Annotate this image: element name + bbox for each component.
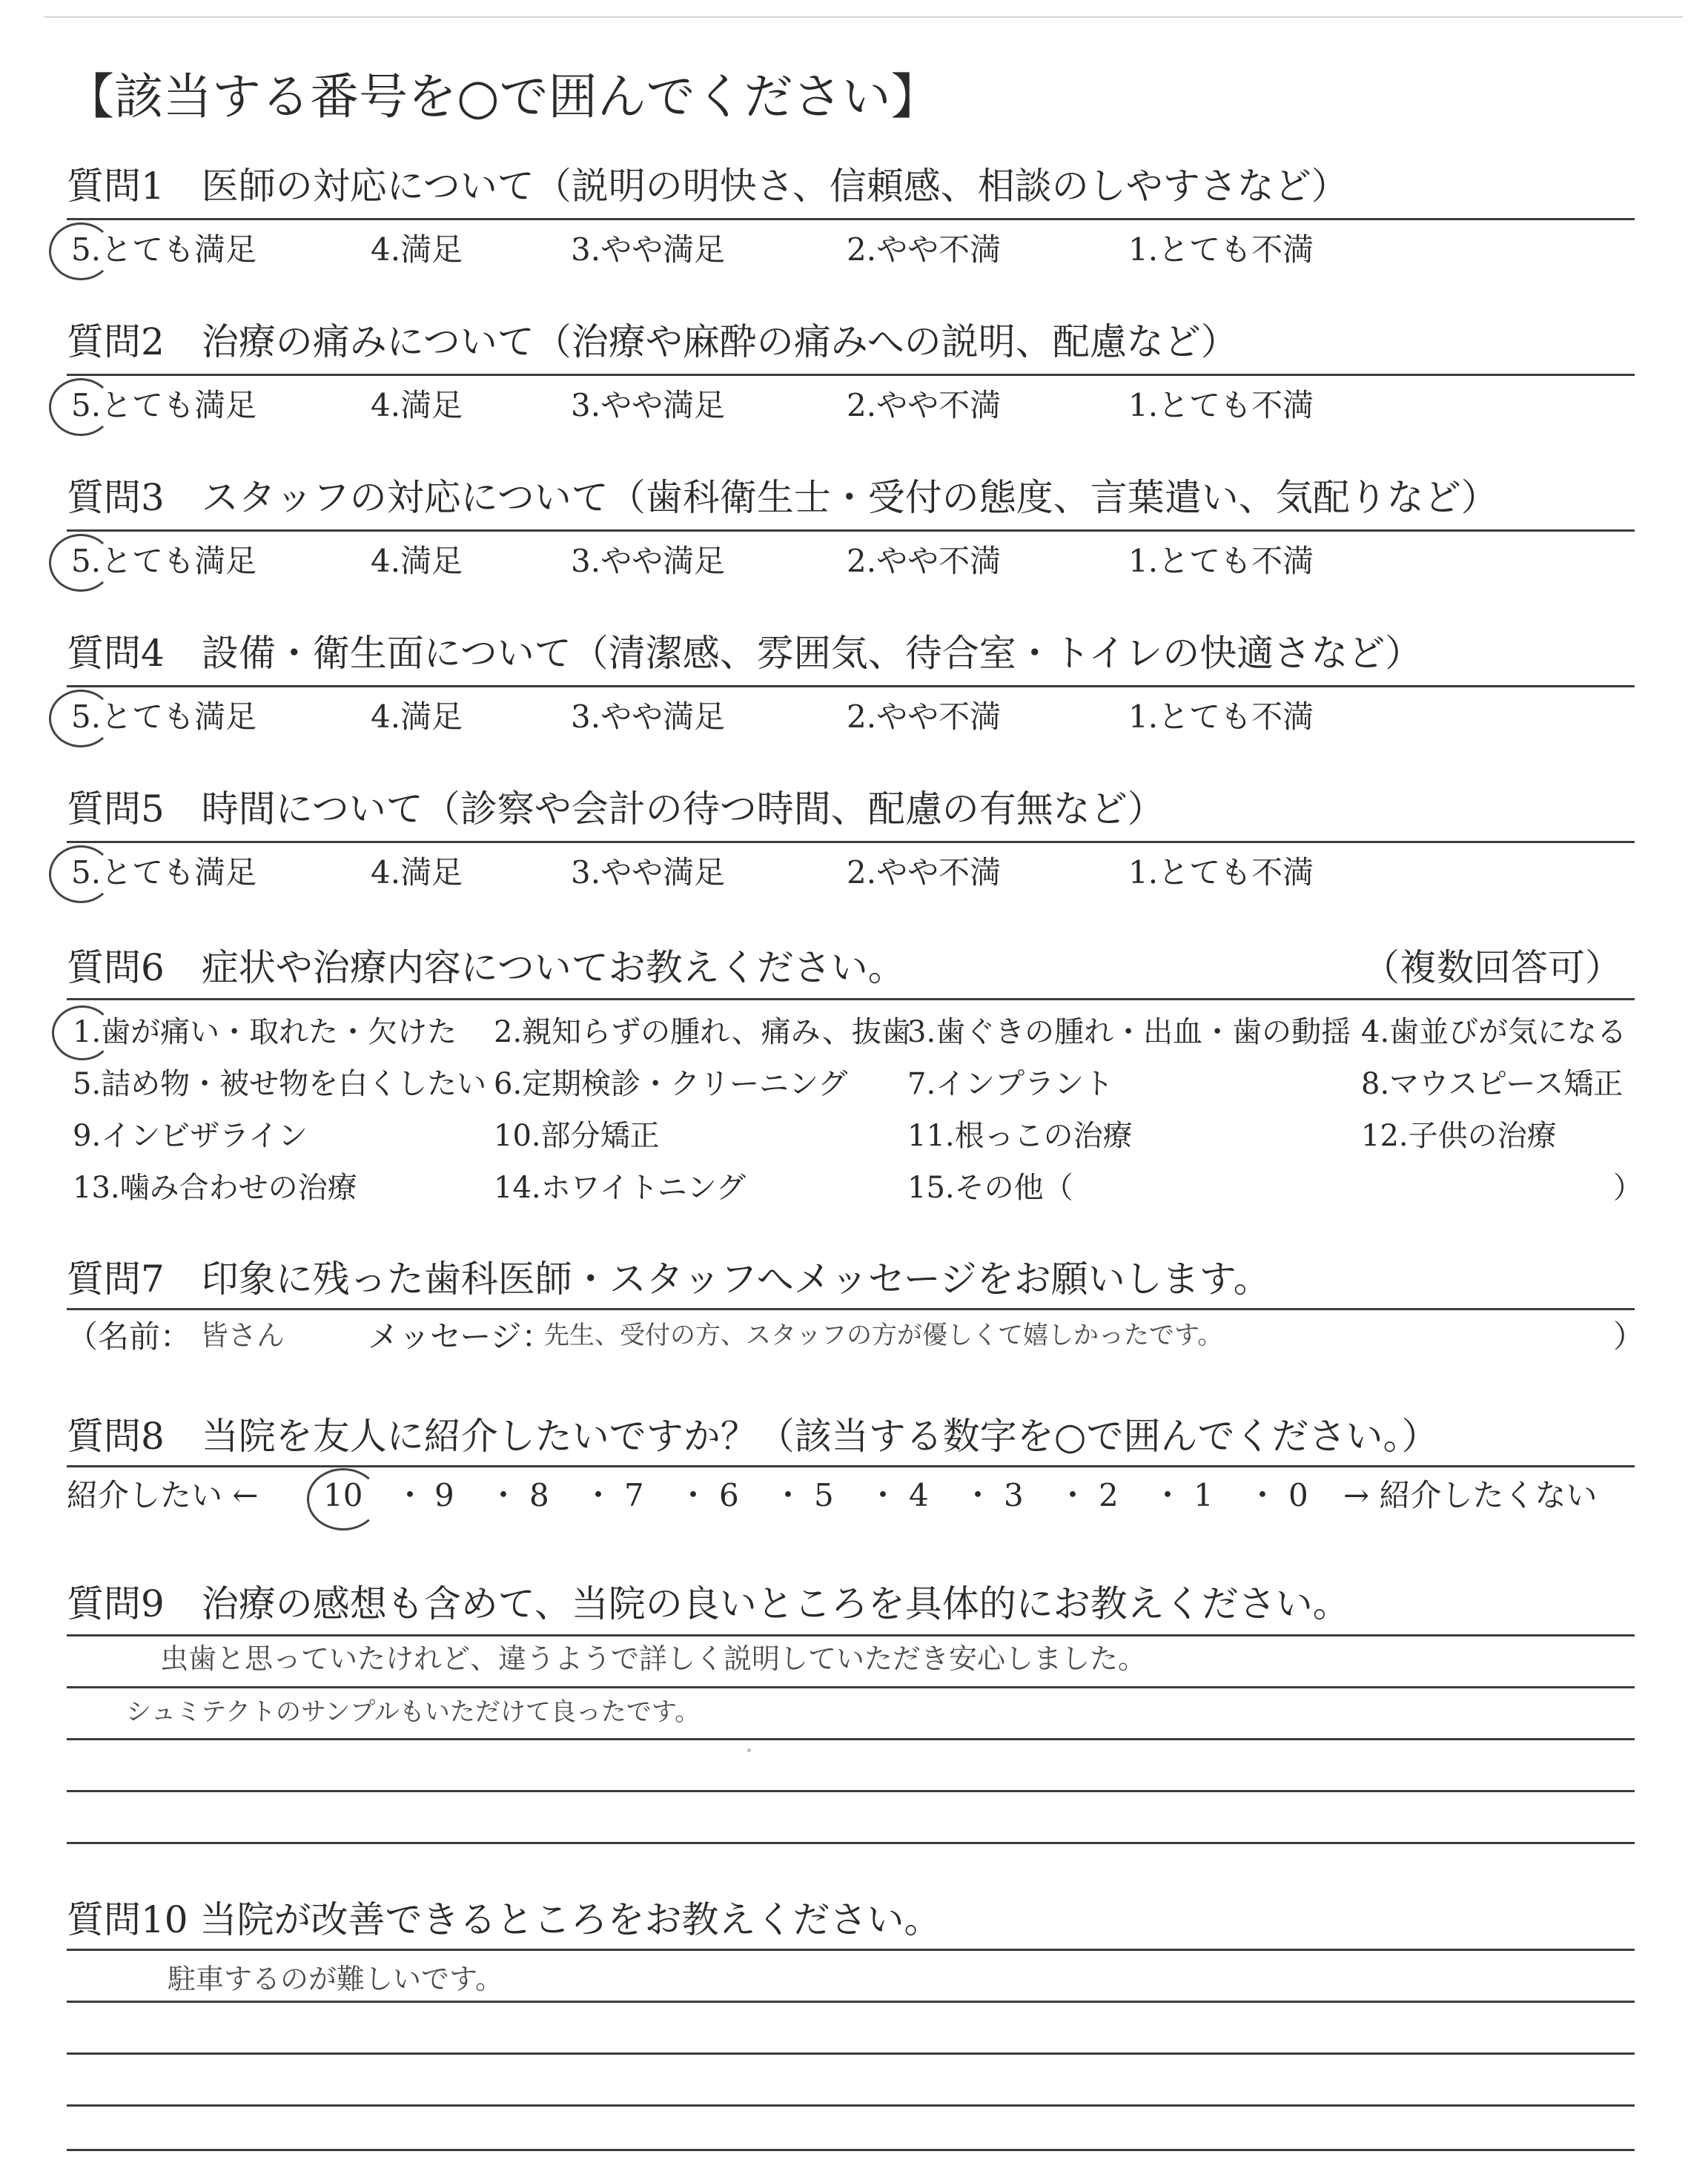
question-2: 質問2 治療の痛みについて（治療や麻酔の痛みへの説明、配慮など）: [67, 320, 1238, 363]
q7-message-value[interactable]: 先生、受付の方、スタッフの方が優しくて嬉しかったです。: [544, 1321, 1223, 1350]
q1-option-4[interactable]: 4.満足: [371, 231, 463, 268]
q8-separator: ・: [867, 1477, 899, 1513]
question-5: 質問5 時間について（診察や会計の待つ時間、配慮の有無など）: [67, 787, 1165, 830]
q4-option-4[interactable]: 4.満足: [371, 698, 463, 735]
symptom-5[interactable]: 5.詰め物・被せ物を白くしたい: [73, 1067, 487, 1101]
q8-separator: ・: [678, 1477, 709, 1513]
symptom-7[interactable]: 7.インプラント: [907, 1067, 1114, 1101]
symptom-1[interactable]: 1.歯が痛い・取れた・欠けた: [73, 1015, 457, 1049]
q2-option-5[interactable]: 5.とても満足: [71, 387, 257, 423]
q10-answer-line-2: [67, 2001, 1635, 2003]
question-3-rule: [67, 529, 1635, 532]
q9-answer-line-5: [67, 1842, 1635, 1844]
q4-option-2[interactable]: 2.やや不満: [847, 698, 1002, 735]
q2-option-3[interactable]: 3.やや満足: [571, 387, 726, 423]
q8-right-label: → 紹介したくない: [1343, 1477, 1598, 1513]
question-1: 質問1 医師の対応について（説明の明快さ、信頼感、相談のしやすさなど）: [67, 165, 1348, 208]
q3-option-1[interactable]: 1.とても不満: [1128, 543, 1314, 579]
question-7-rule: [67, 1308, 1635, 1310]
q10-answer-line-4: [67, 2104, 1635, 2107]
symptom-15-close: ）: [1613, 1171, 1643, 1205]
q5-option-4[interactable]: 4.満足: [371, 854, 463, 891]
q8-separator: ・: [583, 1477, 615, 1513]
symptom-9[interactable]: 9.インビザライン: [73, 1119, 308, 1153]
q8-separator: ・: [488, 1477, 520, 1513]
q8-separator: ・: [772, 1477, 804, 1513]
q8-separator: ・: [1057, 1477, 1089, 1513]
symptom-8[interactable]: 8.マウスピース矯正: [1361, 1067, 1623, 1101]
question-3: 質問3 スタッフの対応について（歯科衛生士・受付の態度、言葉遣い、気配りなど）: [67, 476, 1498, 519]
q8-score-8[interactable]: 8: [529, 1477, 549, 1513]
question-7: 質問7 印象に残った歯科医師・スタッフへメッセージをお願いします。: [67, 1258, 1271, 1301]
symptom-11[interactable]: 11.根っこの治療: [907, 1119, 1133, 1153]
q8-score-4[interactable]: 4: [909, 1477, 929, 1513]
symptom-13[interactable]: 13.噛み合わせの治療: [73, 1171, 357, 1205]
q7-name-label: （名前：: [67, 1318, 192, 1355]
q8-score-6[interactable]: 6: [719, 1477, 739, 1513]
q8-separator: ・: [1152, 1477, 1184, 1513]
q2-option-2[interactable]: 2.やや不満: [847, 387, 1002, 423]
q8-separator: ・: [394, 1477, 426, 1513]
question-4-rule: [67, 685, 1635, 687]
q8-score-7[interactable]: 7: [624, 1477, 644, 1513]
question-8-rule: [67, 1465, 1635, 1467]
question-6: 質問6 症状や治療内容についてお教えください。: [67, 946, 905, 989]
q2-option-4[interactable]: 4.満足: [371, 387, 463, 423]
q9-answer-line-text-1[interactable]: 虫歯と思っていたけれど、違うようで詳しく説明していただき安心しました。: [160, 1642, 1147, 1675]
page-title: 【該当する番号を○で囲んでください】: [65, 68, 940, 125]
q9-answer-line-4: [67, 1790, 1635, 1792]
q7-message-label: メッセージ：: [368, 1318, 553, 1355]
symptom-14[interactable]: 14.ホワイトニング: [494, 1171, 747, 1205]
question-10: 質問10 当院が改善できるところをお教えください。: [67, 1898, 941, 1941]
q2-option-1[interactable]: 1.とても不満: [1128, 387, 1314, 423]
q9-answer-line-3: [67, 1738, 1635, 1740]
q8-score-5[interactable]: 5: [814, 1477, 834, 1513]
question-6-rule: [67, 998, 1635, 1000]
question-6-note: （複数回答可）: [1363, 946, 1622, 989]
q7-name-value[interactable]: 皆さん: [200, 1319, 285, 1352]
q5-option-3[interactable]: 3.やや満足: [571, 854, 726, 891]
q3-option-5[interactable]: 5.とても満足: [71, 543, 257, 579]
q3-option-3[interactable]: 3.やや満足: [571, 543, 726, 579]
q10-answer-line-5: [67, 2149, 1635, 2151]
symptom-15[interactable]: 15.その他（: [907, 1171, 1073, 1205]
symptom-4[interactable]: 4.歯並びが気になる: [1361, 1015, 1627, 1049]
q4-option-5[interactable]: 5.とても満足: [71, 698, 257, 735]
q10-answer-line-text-1[interactable]: 駐車するのが難しいです。: [168, 1963, 503, 1995]
q4-option-3[interactable]: 3.やや満足: [571, 698, 726, 735]
q1-option-2[interactable]: 2.やや不満: [847, 231, 1002, 268]
page-top-edge: [44, 16, 1683, 18]
q8-score-1[interactable]: 1: [1194, 1477, 1214, 1513]
symptom-10[interactable]: 10.部分矯正: [494, 1119, 660, 1153]
question-8: 質問8 当院を友人に紹介したいですか？（該当する数字を○で囲んでください。）: [67, 1415, 1439, 1458]
symptom-12[interactable]: 12.子供の治療: [1361, 1119, 1557, 1153]
q7-close-paren: ）: [1613, 1318, 1645, 1355]
q3-option-2[interactable]: 2.やや不満: [847, 543, 1002, 579]
q8-score-2[interactable]: 2: [1099, 1477, 1119, 1513]
symptom-3[interactable]: 3.歯ぐきの腫れ・出血・歯の動揺: [907, 1015, 1351, 1049]
q1-option-5[interactable]: 5.とても満足: [71, 231, 257, 268]
q8-score-0[interactable]: 0: [1288, 1477, 1308, 1513]
q1-option-3[interactable]: 3.やや満足: [571, 231, 726, 268]
q8-score-10[interactable]: 10: [323, 1477, 363, 1513]
q8-score-9[interactable]: 9: [434, 1477, 454, 1513]
question-9: 質問9 治療の感想も含めて、当院の良いところを具体的にお教えください。: [67, 1582, 1350, 1625]
q3-option-4[interactable]: 4.満足: [371, 543, 463, 579]
question-4: 質問4 設備・衛生面について（清潔感、雰囲気、待合室・トイレの快適さなど）: [67, 632, 1423, 675]
q5-option-2[interactable]: 2.やや不満: [847, 854, 1002, 891]
question-5-rule: [67, 841, 1635, 843]
q9-answer-line-2: [67, 1686, 1635, 1688]
q8-score-3[interactable]: 3: [1004, 1477, 1024, 1513]
q10-answer-line-1: [67, 1949, 1635, 1951]
symptom-6[interactable]: 6.定期検診・クリーニング: [494, 1067, 848, 1101]
scan-speck: [747, 1748, 751, 1752]
q10-answer-line-3: [67, 2052, 1635, 2055]
question-1-rule: [67, 218, 1635, 220]
q9-answer-line-1: [67, 1634, 1635, 1636]
q9-answer-line-text-2[interactable]: シュミテクトのサンプルもいただけて良ったです。: [126, 1697, 701, 1727]
question-2-rule: [67, 374, 1635, 376]
q1-option-1[interactable]: 1.とても不満: [1128, 231, 1314, 268]
q8-separator: ・: [1247, 1477, 1279, 1513]
q5-option-1[interactable]: 1.とても不満: [1128, 854, 1314, 891]
q8-separator: ・: [962, 1477, 994, 1513]
q4-option-1[interactable]: 1.とても不満: [1128, 698, 1314, 735]
q8-left-label: 紹介したい ←: [67, 1477, 259, 1513]
q5-option-5[interactable]: 5.とても満足: [71, 854, 257, 891]
symptom-2[interactable]: 2.親知らずの腫れ、痛み、抜歯: [494, 1015, 911, 1049]
